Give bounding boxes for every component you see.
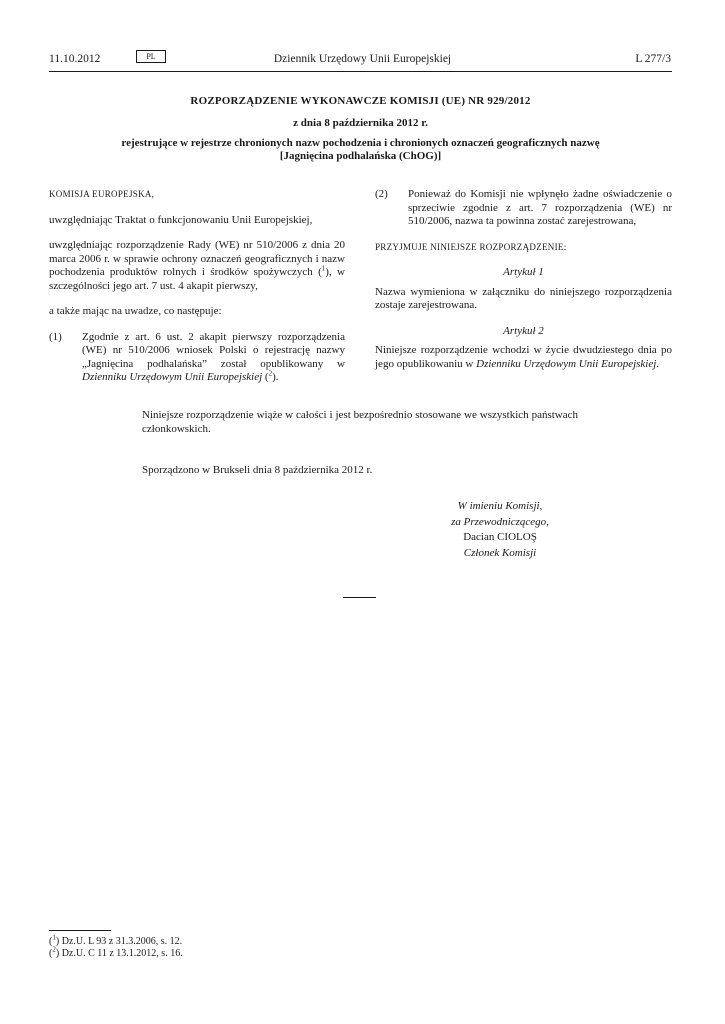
citation-text-a: uwzględniając rozporządzenie Rady (WE) nr 510/2006 z dnia 20 marca 2006 r. w sprawie ochrony oznaczeń geograficznych i nazw pochodzenia produktów rolnych i środków spożywczych ( <box>49 239 345 278</box>
whereas-intro: a także mając na uwadze, co następuje: <box>49 305 222 317</box>
signatory-name: Dacian CIOLOŞ <box>463 531 537 543</box>
footnote-ref-1[interactable]: 1 <box>321 264 326 273</box>
recital-1-text <box>82 331 345 385</box>
footnote-2-mark: 2 <box>52 945 56 954</box>
binding-clause: Niniejsze rozporządzenie wiąże w całości i jest bezpośrednio stosowane we wszystkich państwach członkowskich. <box>142 409 578 435</box>
end-divider <box>343 597 376 598</box>
signature-block <box>340 500 660 562</box>
footnote-divider <box>49 930 111 931</box>
footnote-1: ($^1$) Dz.U. L 93 z 31.3.2006, s. 12. <box>49 933 183 947</box>
signatory-role: Członek Komisji <box>463 546 537 559</box>
recital-1-text-c: ). <box>272 371 279 383</box>
place-and-date: Sporządzono w Brukseli dnia 8 października 2012 r. <box>142 464 373 476</box>
recital-2-text: Ponieważ do Komisji nie wpłynęło żadne oświadczenie o sprzeciwie zgodnie z art. 7 rozporządzenia (WE) nr 510/2006, nazwa ta powinna zostać zarejestrowana, <box>408 188 672 227</box>
recital-1 <box>49 331 345 385</box>
recital-2 <box>375 188 672 229</box>
footnote-1-mark: 1 <box>52 933 56 942</box>
footnote-1-text: Dz.U. L 93 z 31.3.2006, s. 12. <box>59 936 183 947</box>
article-1-text: Nazwa wymieniona w załączniku do niniejszego rozporządzenia zostaje zarejestrowana. <box>375 285 672 311</box>
commission-heading: KOMISJA EUROPEJSKA, <box>49 189 155 199</box>
footnote-ref-2[interactable]: 2 <box>268 369 273 378</box>
recital-1-text-b: ( <box>262 371 269 383</box>
right-column <box>375 188 672 383</box>
language-badge: PL <box>136 50 166 63</box>
recital-1-text-a: Zgodnie z art. 6 ust. 2 akapit pierwszy rozporządzenia (WE) nr 510/2006 wniosek Polski o rejestrację nazwy „Jagnięcina podhalańska” został opublikowany w <box>82 330 345 370</box>
footnote-2-text: Dz.U. C 11 z 13.1.2012, s. 16. <box>59 948 183 959</box>
article-1-title: Artykuł 1 <box>503 266 544 278</box>
article-2-journal: Dzienniku Urzędowym Unii Europejskiej <box>476 357 657 370</box>
signature-line-2: za Przewodniczącego, <box>451 515 549 528</box>
left-column <box>49 188 345 385</box>
regulation-subject: rejestrujące w rejestrze chronionych nazw pochodzenia i chronionych oznaczeń geograficznych nazwę [Jagnięcina podhalańska (ChOG)] <box>121 137 600 162</box>
article-2-text-a: Niniejsze rozporządzenie wchodzi w życie dwudziestego dnia po jego opublikowaniu w <box>375 344 672 370</box>
citation-treaty: uwzględniając Traktat o funkcjonowaniu Unii Europejskiej, <box>49 213 313 226</box>
recital-1-journal: Dzienniku Urzędowym Unii Europejskiej <box>82 371 263 383</box>
journal-title: Dziennik Urzędowy Unii Europejskiej <box>273 53 452 65</box>
footnote-2: ($^2$) Dz.U. C 11 z 13.1.2012, s. 16. <box>49 945 183 959</box>
article-2-text <box>375 344 672 371</box>
article-2-title: Artykuł 2 <box>503 324 544 337</box>
signature-line-1: W imieniu Komisji, <box>457 500 543 512</box>
header-date: 11.10.2012 <box>49 53 101 65</box>
page-number: L 277/3 <box>635 53 671 65</box>
header-divider <box>49 71 672 72</box>
recital-2-number: (2) <box>375 188 388 200</box>
article-2-text-b: . <box>656 357 660 370</box>
regulation-title: ROZPORZĄDZENIE WYKONAWCZE KOMISJI (UE) NR 929/2012 <box>190 95 531 107</box>
citation-text-b: ), w szczególności jego art. 7 ust. 4 akapit pierwszy, <box>49 266 345 292</box>
regulation-date: z dnia 8 października 2012 r. <box>293 117 428 129</box>
adoption-statement: PRZYJMUJE NINIEJSZE ROZPORZĄDZENIE: <box>375 241 567 252</box>
recital-1-number: (1) <box>49 330 62 343</box>
citation-regulation <box>49 239 345 293</box>
